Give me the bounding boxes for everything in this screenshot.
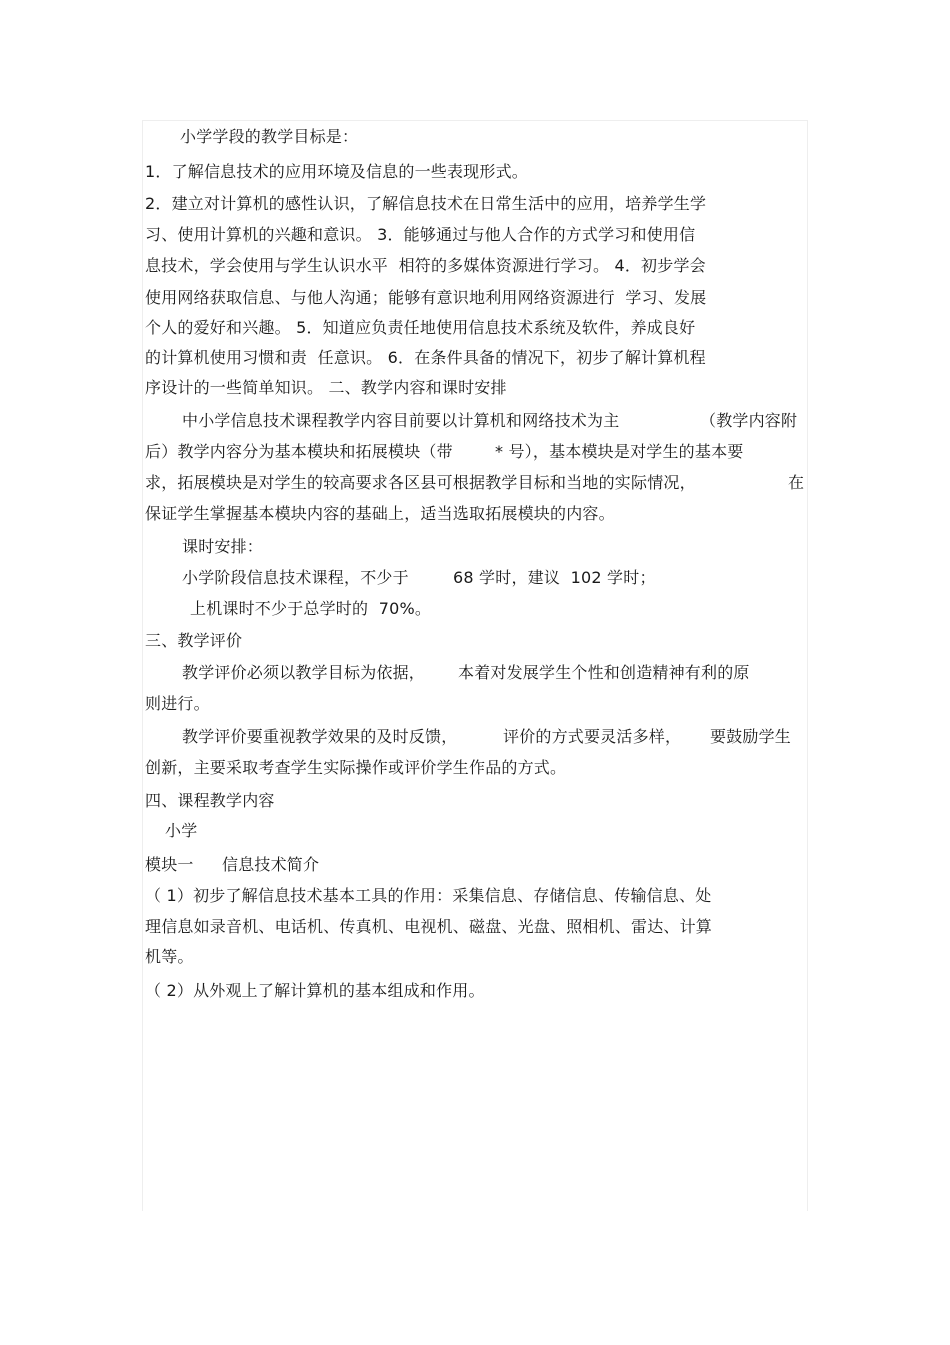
- module-title: 信息技术简介: [222, 855, 320, 874]
- paragraph-line: 教学评价必须以教学目标为依据，: [182, 663, 426, 682]
- paragraph-line: 本着对发展学生个性和创造精神有利的原: [458, 663, 750, 682]
- schedule-line: 小学阶段信息技术课程，不少于: [182, 568, 409, 587]
- objective-2: 2．建立对计算机的感性认识，了解信息技术在日常生活中的应用，培养学生学: [145, 194, 707, 213]
- objective-line: 使用网络获取信息、与他人沟通；能够有意识地利用网络资源进行 学习、发展: [145, 288, 707, 307]
- paragraph-line: 后）教学内容分为基本模块和拓展模块（带: [145, 442, 453, 461]
- subheading-primary: 小学: [165, 821, 198, 840]
- schedule-lab-ratio: 上机课时不少于总学时的 70%。: [190, 599, 432, 618]
- list-item-continued: 机等。: [145, 947, 194, 966]
- list-item: （ 2）从外观上了解计算机的基本组成和作用。: [145, 981, 485, 1000]
- section-intro: 小学学段的教学目标是：: [180, 127, 359, 146]
- paragraph-line: 则进行。: [145, 694, 210, 713]
- section-heading-content: 四、课程教学内容: [145, 791, 275, 810]
- paragraph-line: 保证学生掌握基本模块内容的基础上，适当选取拓展模块的内容。: [145, 504, 615, 523]
- paragraph-line: 求，拓展模块是对学生的较高要求各区县可根据教学目标和当地的实际情况，: [145, 473, 696, 492]
- schedule-hours: 68 学时，建议 102 学时；: [453, 568, 656, 587]
- objective-line: 序设计的一些简单知识。 二、教学内容和课时安排: [145, 378, 507, 397]
- section-heading-evaluation: 三、教学评价: [145, 631, 243, 650]
- list-item-continued: 理信息如录音机、电话机、传真机、电视机、磁盘、光盘、照相机、雷达、计算: [145, 917, 713, 936]
- paragraph-line: 教学评价要重视教学效果的及时反馈，: [182, 727, 458, 746]
- paragraph-line: 中小学信息技术课程教学内容目前要以计算机和网络技术为主: [182, 411, 620, 430]
- objective-line: 个人的爱好和兴趣。 5．知道应负责任地使用信息技术系统及软件，养成良好: [145, 318, 696, 337]
- module-label: 模块一: [145, 855, 194, 874]
- paragraph-line: 要鼓励学生: [710, 727, 792, 746]
- paragraph-line: 在: [788, 473, 805, 492]
- objective-1: 1．了解信息技术的应用环境及信息的一些表现形式。: [145, 162, 528, 181]
- objective-line: 习、使用计算机的兴趣和意识。 3．能够通过与他人合作的方式学习和使用信: [145, 225, 696, 244]
- paragraph-line: （教学内容附: [700, 411, 798, 430]
- schedule-heading: 课时安排：: [182, 537, 264, 556]
- paragraph-line: 创新，主要采取考查学生实际操作或评价学生作品的方式。: [145, 758, 567, 777]
- paragraph-line: 评价的方式要灵活多样，: [503, 727, 682, 746]
- objective-line: 息技术，学会使用与学生认识水平 相符的多媒体资源进行学习。 4．初步学会: [145, 256, 706, 275]
- list-item: （ 1）初步了解信息技术基本工具的作用：采集信息、存储信息、传输信息、处: [145, 886, 712, 905]
- objective-line: 的计算机使用习惯和责 任意识。 6．在条件具备的情况下，初步了解计算机程: [145, 348, 706, 367]
- paragraph-line: * 号），基本模块是对学生的基本要: [495, 442, 744, 461]
